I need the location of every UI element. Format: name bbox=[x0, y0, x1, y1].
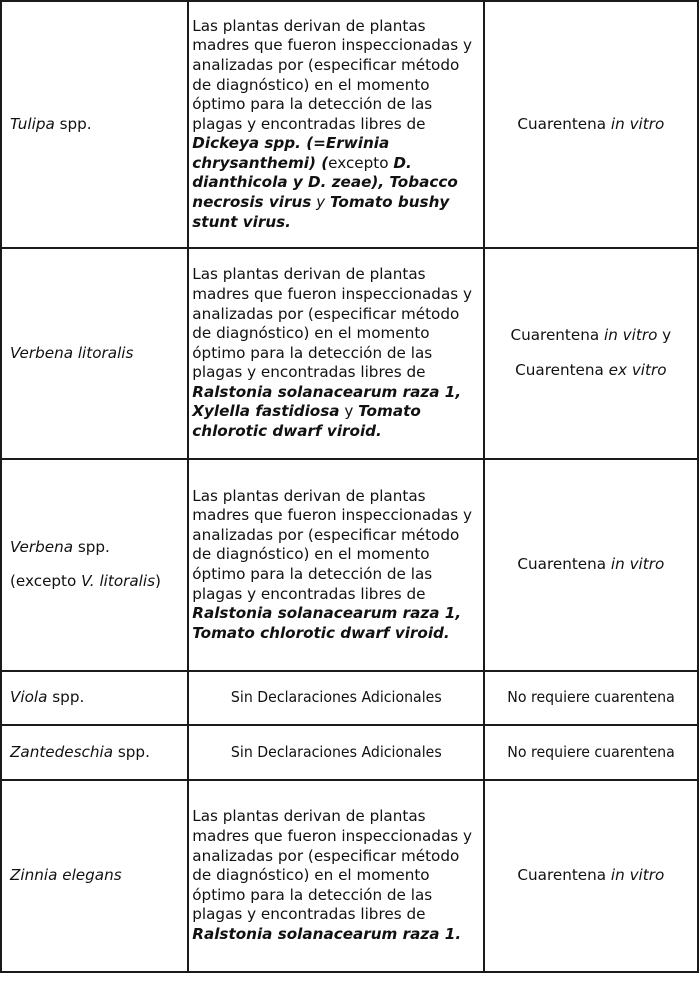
declaration-connector: excepto bbox=[328, 153, 394, 172]
pest-list: Ralstonia solanacearum raza 1, Xylella fastidiosa bbox=[192, 382, 462, 421]
species-name: Verbena bbox=[10, 538, 74, 557]
declaration-intro: Las plantas derivan de plantas madres que fueron inspeccionadas y analizadas por (especificar método de diagnóstico) en el momento óptimo para la detección de las plagas y encontradas libres de bbox=[192, 807, 472, 924]
declaration-intro: Las plantas derivan de plantas madres que fueron inspeccionadas y analizadas por (especificar método de diagnóstico) en el momento óptimo para la detección de las plagas y encontradas libres de bbox=[192, 16, 472, 133]
quarantine-text: Cuarentena bbox=[517, 866, 611, 885]
pest-list: Tomato chlorotic dwarf viroid. bbox=[192, 402, 421, 441]
declaration-cell bbox=[188, 671, 483, 725]
quarantine-cell bbox=[484, 671, 698, 725]
declaration-connector: y bbox=[339, 402, 359, 421]
declaration-cell bbox=[188, 725, 483, 780]
declaration-text: Sin Declaraciones Adicionales bbox=[231, 742, 442, 761]
table-row bbox=[1, 1, 698, 248]
quarantine-type: in vitro bbox=[610, 555, 665, 574]
quarantine-cell bbox=[484, 1, 698, 248]
declaration-cell bbox=[188, 248, 483, 459]
quarantine-line-2 bbox=[489, 361, 693, 381]
quarantine-text: Cuarentena bbox=[517, 114, 611, 133]
species-cell bbox=[1, 780, 188, 972]
table-row bbox=[1, 671, 698, 725]
pest-list: Dickeya spp. (=Erwinia chrysanthemi) ( bbox=[192, 134, 390, 172]
quarantine-cell bbox=[484, 248, 698, 459]
species-cell bbox=[1, 248, 188, 459]
declaration-text: Sin Declaraciones Adicionales bbox=[231, 688, 442, 707]
pest-list: Ralstonia solanacearum raza 1. bbox=[192, 924, 462, 943]
declaration-intro: Las plantas derivan de plantas madres que fueron inspeccionadas y analizadas por (especificar método de diagnóstico) en el momento óptimo para la detección de las plagas y encontradas libres de bbox=[192, 486, 472, 603]
species-suffix: spp. bbox=[73, 538, 110, 557]
table-row bbox=[1, 725, 698, 780]
pest-list: D. dianthicola y D. zeae), Tobacco necrosis virus bbox=[192, 153, 458, 212]
quarantine-cell bbox=[484, 725, 698, 780]
species-name: Zantedeschia bbox=[10, 742, 114, 761]
quarantine-type: in vitro bbox=[603, 326, 658, 345]
table-row bbox=[1, 780, 698, 972]
declaration-cell bbox=[188, 780, 483, 972]
declaration-cell bbox=[188, 459, 483, 671]
table-row bbox=[1, 248, 698, 459]
species-name: Tulipa bbox=[10, 114, 55, 133]
table-row bbox=[1, 459, 698, 671]
quarantine-type: in vitro bbox=[610, 114, 665, 133]
quarantine-type: in vitro bbox=[610, 866, 665, 885]
quarantine-cell bbox=[484, 780, 698, 972]
quarantine-text: No requiere cuarentena bbox=[507, 688, 675, 707]
exception-species: V. litoralis bbox=[81, 572, 156, 590]
pest-list: Tomato bushy stunt virus. bbox=[192, 193, 450, 231]
exception-prefix: (excepto bbox=[10, 572, 82, 590]
species-cell bbox=[1, 459, 188, 671]
exception-suffix: ) bbox=[155, 572, 161, 590]
species-exception bbox=[10, 572, 183, 592]
species-cell bbox=[1, 1, 188, 248]
declaration-connector: y bbox=[311, 193, 330, 212]
species-line-1 bbox=[10, 538, 110, 556]
species-suffix: spp. bbox=[47, 688, 85, 707]
quarantine-line-1 bbox=[511, 326, 672, 344]
quarantine-text: Cuarentena bbox=[510, 326, 604, 345]
species-suffix: spp. bbox=[113, 742, 150, 761]
declaration-intro: Las plantas derivan de plantas madres que fueron inspeccionadas y analizadas por (especificar método de diagnóstico) en el momento óptimo para la detección de las plagas y encontradas libres de bbox=[192, 265, 472, 382]
species-cell bbox=[1, 671, 188, 725]
quarantine-cell bbox=[484, 459, 698, 671]
species-name: Viola bbox=[10, 688, 48, 707]
species-cell bbox=[1, 725, 188, 780]
quarantine-text: Cuarentena bbox=[517, 555, 611, 574]
quarantine-type: ex vitro bbox=[608, 361, 667, 379]
species-name: Verbena litoralis bbox=[10, 343, 134, 362]
species-name: Zinnia elegans bbox=[10, 866, 122, 885]
quarantine-text: No requiere cuarentena bbox=[507, 742, 675, 761]
quarantine-text: Cuarentena bbox=[515, 361, 609, 379]
pest-list: Ralstonia solanacearum raza 1, Tomato chlorotic dwarf viroid. bbox=[192, 604, 462, 642]
quarantine-connector: y bbox=[657, 326, 672, 345]
species-suffix: spp. bbox=[54, 114, 92, 133]
declaration-cell bbox=[188, 1, 483, 248]
